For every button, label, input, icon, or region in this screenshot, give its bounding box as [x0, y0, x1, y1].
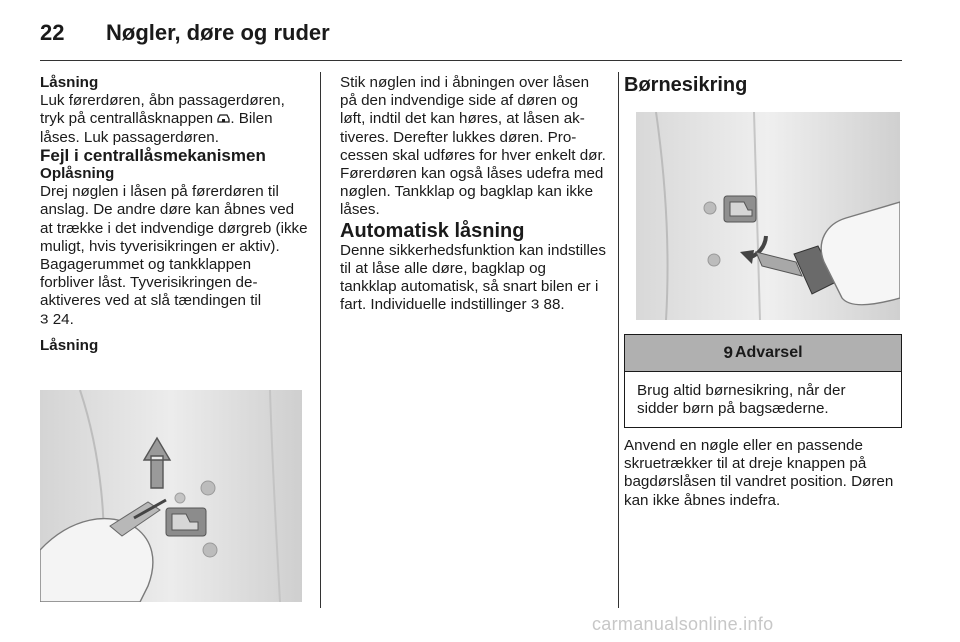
watermark: carmanualsonline.info — [592, 614, 774, 634]
column-1 — [40, 74, 308, 355]
page-title: Nøgler, døre og ruder — [106, 20, 330, 45]
warning-icon: 9 — [723, 343, 733, 362]
fault-heading: Fejl i centrallåsmekanismen — [40, 145, 266, 165]
column-divider-left — [320, 72, 321, 608]
door-lock-illustration — [40, 390, 302, 602]
unlock-text — [40, 183, 308, 329]
car-lock-icon — [217, 112, 230, 124]
locking-text — [40, 92, 308, 147]
locking-text-part-a: Luk førerdøren, åbn passagerdøren, tryk på centrallåsknappen — [40, 92, 285, 128]
column-3 — [624, 74, 902, 96]
auto-lock-heading: Automatisk låsning — [340, 219, 525, 242]
child-lock-illustration — [636, 112, 900, 320]
child-lock-heading: Børnesikring — [624, 74, 748, 96]
column-divider-right — [618, 72, 619, 608]
locking-heading: Låsning — [40, 74, 99, 91]
page-ref[interactable]: 88. — [543, 296, 565, 314]
locking-text-part-b: . Bilen låses. Luk passagerdøren. — [40, 110, 273, 146]
warning-header — [625, 335, 901, 372]
warning-text: Brug altid børnesikring, når der sidder børn på bagsæderne. — [637, 382, 846, 418]
warning-title: Advarsel — [734, 344, 803, 361]
auto-lock-text — [340, 242, 606, 315]
column-2 — [340, 74, 606, 314]
lock-heading-2: Låsning — [40, 336, 99, 354]
page-ref-arrow: 3 — [40, 312, 49, 327]
unlock-heading: Oplåsning — [40, 165, 115, 183]
warning-box — [624, 334, 902, 428]
page-ref-arrow: 3 — [530, 297, 540, 313]
unlock-text-body: Drej nøglen i låsen på førerdøren til anslag. De andre døre kan åbnes ved at trække i det indvendige dørgreb (ikke muligt, hvis tyverisikringen er aktiv). Bagagerummet og tankklappen forbliver låst. Tyverisikringen deaktiveres ved at slå tændingen til — [40, 183, 308, 310]
page-number: 22 — [40, 20, 65, 45]
page-ref[interactable]: 24. — [52, 310, 74, 328]
lock-text: Stik nøglen ind i åbningen over låsen på den indvendige side af døren og løft, indtil det kan høres, at låsen aktiveres. Derefter lukkes døren. Processen skal udføres for hver enkelt dør. Førerdøren kan også låses udefra med nøglen. Tankklap og bagklap kan ikke låses. — [340, 74, 606, 219]
header-rule — [40, 60, 902, 61]
auto-lock-text-body: Denne sikkerhedsfunktion kan indstilles til at låse alle døre, bagklap og tankklap automatisk, så snart bilen er i fart. Individuelle indstillinger — [340, 241, 606, 314]
child-lock-text: Anvend en nøgle eller en passende skruetrækker til at dreje knappen på bagdørslåsen til vandret position. Døren kan ikke åbnes indefra. — [624, 437, 894, 509]
